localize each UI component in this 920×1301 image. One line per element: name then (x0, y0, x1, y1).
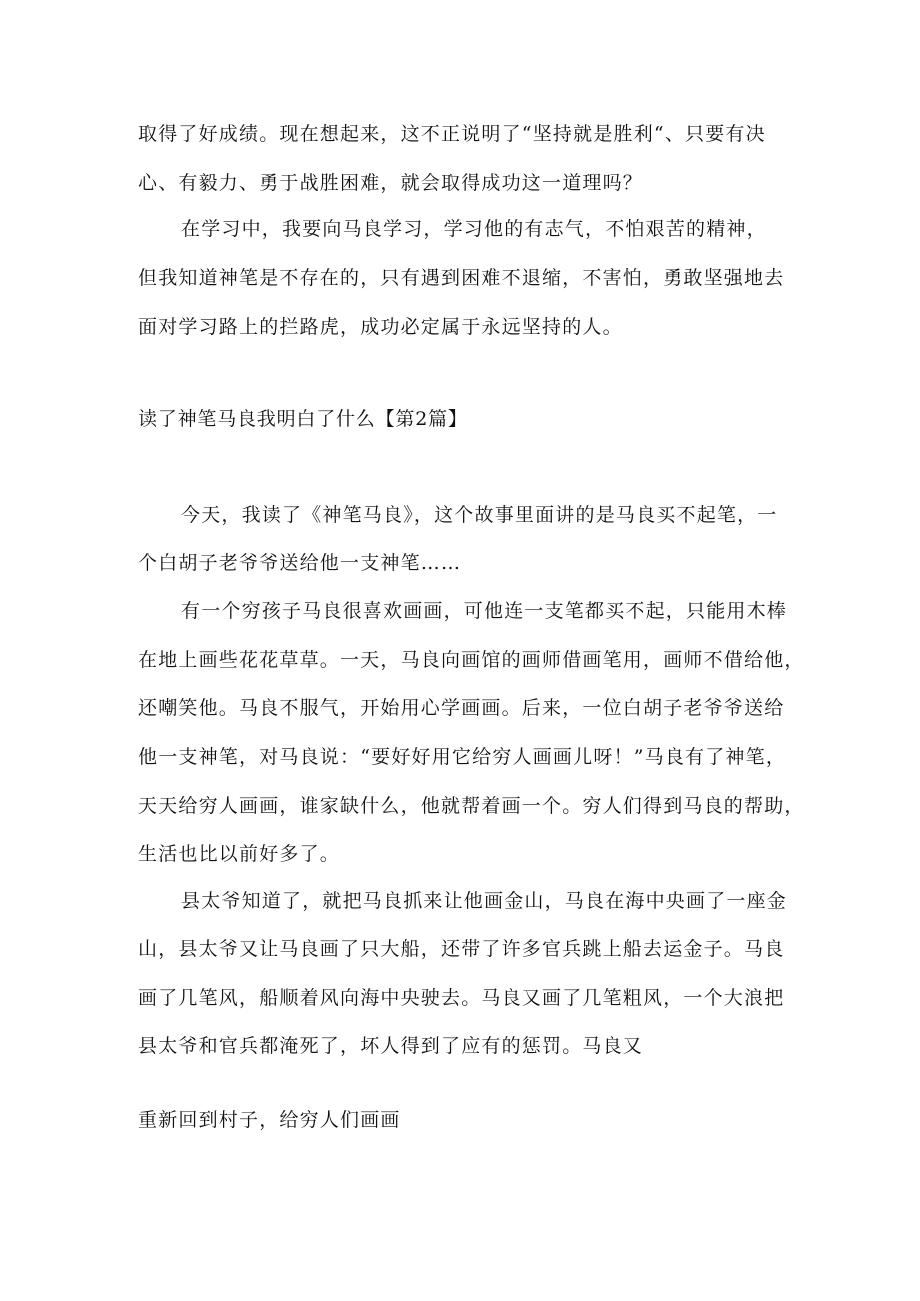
paragraph-line: 今天，我读了《神笔马良》，这个故事里面讲的是马良买不起笔，一 (181, 504, 778, 526)
paragraph-line: 面对学习路上的拦路虎，成功必定属于永远坚持的人。 (138, 316, 623, 338)
paragraph-line: 还嘲笑他。马良不服气，开始用心学画画。后来，一位白胡子老爷爷送给 (138, 697, 785, 719)
paragraph-line: 他一支神笔，对马良说：“要好好用它给穷人画画儿呀！”马良有了神笔， (138, 746, 787, 768)
paragraph-line: 有一个穷孩子马良很喜欢画画，可他连一支笔都买不起，只能用木棒 (181, 600, 788, 622)
paragraph-line: 在地上画些花花草草。一天，马良向画馆的画师借画笔用，画师不借给他， (138, 649, 805, 671)
paragraph-line: 县太爷知道了，就把马良抓来让他画金山，马良在海中央画了一座金 (181, 890, 788, 912)
paragraph-line: 画了几笔风，船顺着风向海中央驶去。马良又画了几笔粗风，一个大浪把 (138, 987, 785, 1009)
paragraph-line: 个白胡子老爷爷送给他一支神笔…… (138, 552, 462, 574)
section-heading: 读了神笔马良我明白了什么【第2篇】 (138, 408, 468, 430)
paragraph-line: 天天给穷人画画，谁家缺什么，他就帮着画一个。穷人们得到马良的帮助， (138, 795, 805, 817)
paragraph-line: 在学习中，我要向马良学习，学习他的有志气，不怕艰苦的精神， (181, 218, 767, 240)
paragraph-line: 取得了好成绩。现在想起来，这不正说明了“坚持就是胜利“、只要有决 (138, 123, 766, 145)
paragraph-line: 县太爷和官兵都淹死了，坏人得到了应有的惩罚。马良又 (138, 1035, 644, 1057)
paragraph-line: 山，县太爷又让马良画了只大船，还带了许多官兵跳上船去运金子。马良 (138, 938, 785, 960)
paragraph-line: 但我知道神笔是不存在的，只有遇到困难不退缩，不害怕，勇敢坚强地去 (138, 267, 785, 289)
paragraph-line: 重新回到村子，给穷人们画画 (138, 1109, 401, 1131)
paragraph-line: 心、有毅力、勇于战胜困难，就会取得成功这一道理吗？ (138, 172, 644, 194)
paragraph-line: 生活也比以前好多了。 (138, 843, 341, 865)
